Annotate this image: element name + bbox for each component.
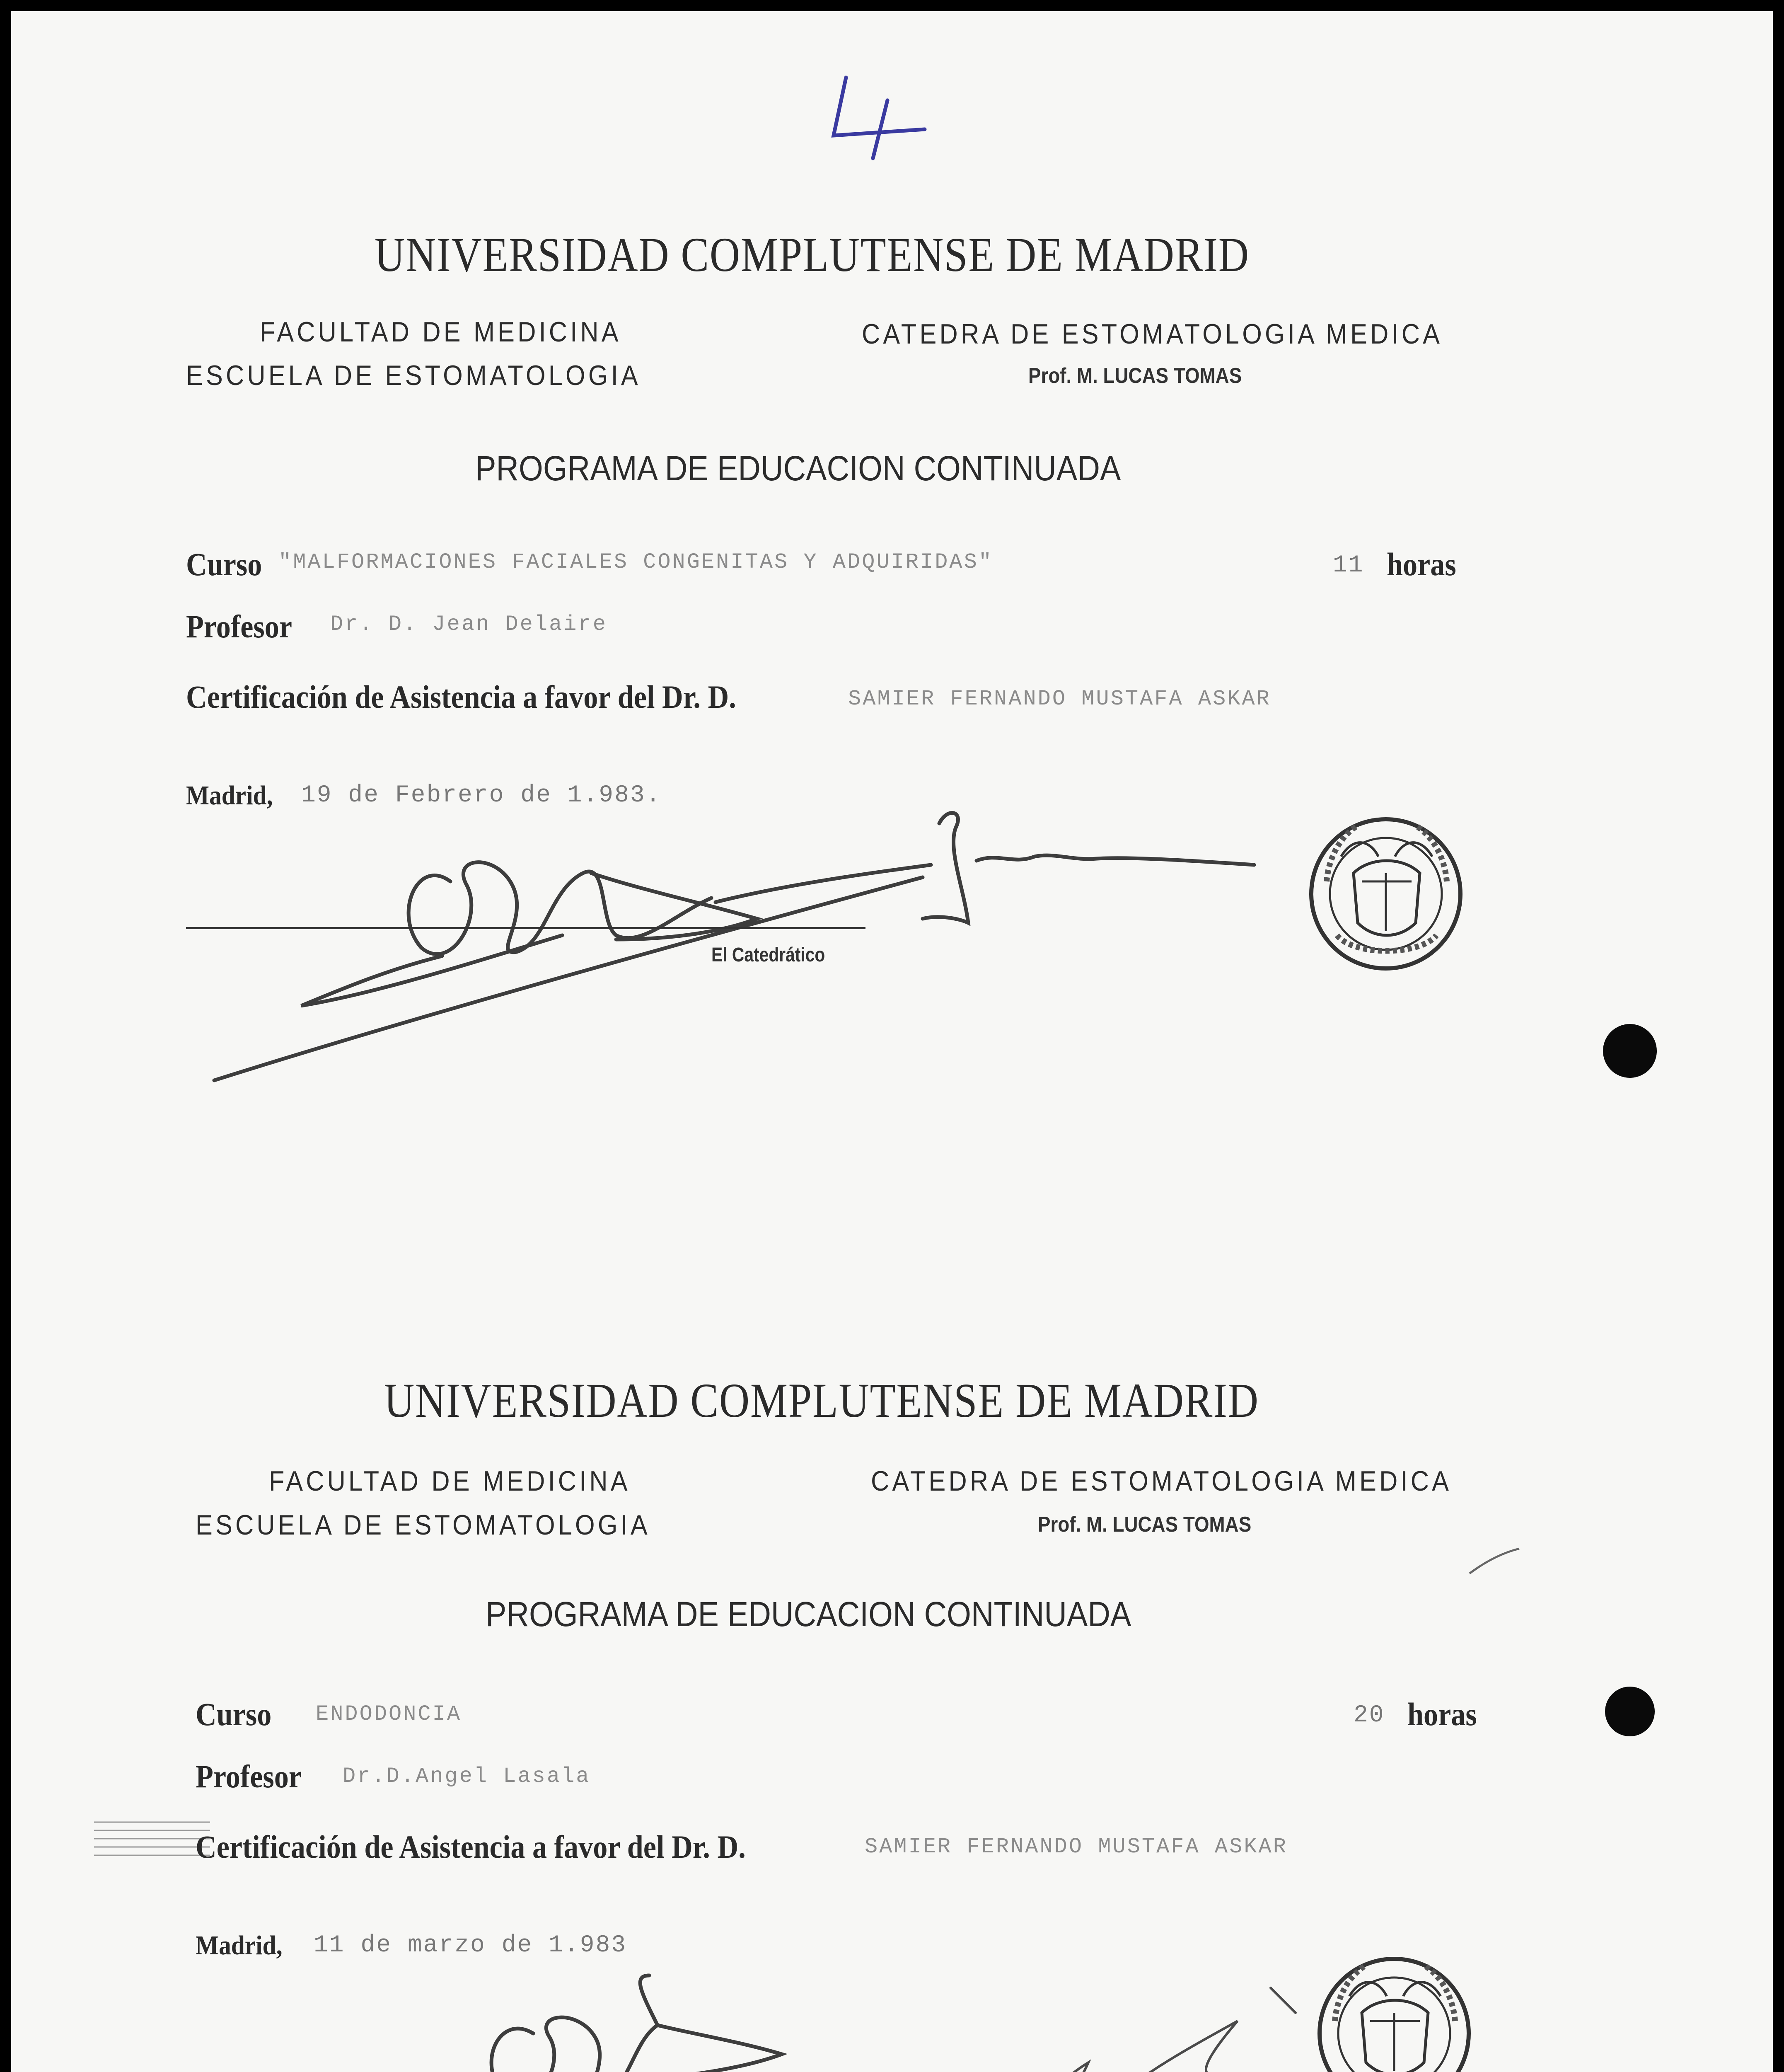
signature-line xyxy=(186,927,865,929)
chair-name: CATEDRA DE ESTOMATOLOGIA MEDICA xyxy=(862,318,1443,350)
university-seal-1 xyxy=(1311,819,1460,968)
school-name: ESCUELA DE ESTOMATOLOGIA xyxy=(196,1509,650,1541)
certification-label: Certificación de Asistencia a favor del Dr. D. xyxy=(186,679,736,715)
professor-label: Profesor xyxy=(186,608,292,644)
university-name: UNIVERSIDAD COMPLUTENSE DE MADRID xyxy=(384,1373,1259,1428)
date-value: 11 de marzo de 1.983 xyxy=(314,1932,627,1959)
course-label: Curso xyxy=(196,1696,272,1732)
punch-hole-bottom xyxy=(1605,1687,1655,1736)
professor-value: Dr. D. Jean Delaire xyxy=(330,612,607,637)
university-name: UNIVERSIDAD COMPLUTENSE DE MADRID xyxy=(375,228,1250,282)
professor-signature-1 xyxy=(923,813,1254,923)
program-title: PROGRAMA DE EDUCACION CONTINUADA xyxy=(486,1595,1131,1634)
chair-name: CATEDRA DE ESTOMATOLOGIA MEDICA xyxy=(871,1465,1452,1497)
hours-label: horas xyxy=(1387,546,1456,582)
hours-value: 20 xyxy=(1354,1702,1385,1729)
course-value: ENDODONCIA xyxy=(316,1702,462,1726)
ink-stroke xyxy=(1470,1549,1519,1573)
signatory-title: El Catedrático xyxy=(711,944,825,966)
certification-label: Certificación de Asistencia a favor del Dr. D. xyxy=(196,1829,746,1865)
certification-value: SAMIER FERNANDO MUSTAFA ASKAR xyxy=(865,1835,1288,1859)
chair-professor: Prof. M. LUCAS TOMAS xyxy=(1028,364,1242,388)
chair-signature-2 xyxy=(338,1975,832,2072)
course-label: Curso xyxy=(186,546,262,582)
page-number-mark xyxy=(834,77,925,158)
certificate-sheet xyxy=(11,11,1773,2072)
date-value: 19 de Febrero de 1.983. xyxy=(301,782,662,809)
certification-value: SAMIER FERNANDO MUSTAFA ASKAR xyxy=(848,687,1271,711)
margin-lines xyxy=(94,1822,210,1855)
hours-label: horas xyxy=(1407,1696,1477,1732)
punch-hole-top xyxy=(1603,1024,1657,1078)
university-seal-2 xyxy=(1320,1959,1469,2072)
faculty-name: FACULTAD DE MEDICINA xyxy=(269,1465,631,1497)
course-value: "MALFORMACIONES FACIALES CONGENITAS Y ADQUIRIDAS" xyxy=(278,550,994,574)
professor-value: Dr.D.Angel Lasala xyxy=(343,1764,591,1789)
school-name: ESCUELA DE ESTOMATOLOGIA xyxy=(186,360,641,391)
chair-professor: Prof. M. LUCAS TOMAS xyxy=(1038,1513,1252,1537)
place-label: Madrid, xyxy=(186,780,273,811)
faculty-name: FACULTAD DE MEDICINA xyxy=(260,316,621,348)
professor-signature-2 xyxy=(948,1988,1296,2072)
program-title: PROGRAMA DE EDUCACION CONTINUADA xyxy=(475,449,1121,488)
professor-label: Profesor xyxy=(196,1758,302,1794)
hours-value: 11 xyxy=(1333,552,1364,579)
place-label: Madrid, xyxy=(196,1930,283,1961)
chair-signature-1 xyxy=(214,862,931,1080)
